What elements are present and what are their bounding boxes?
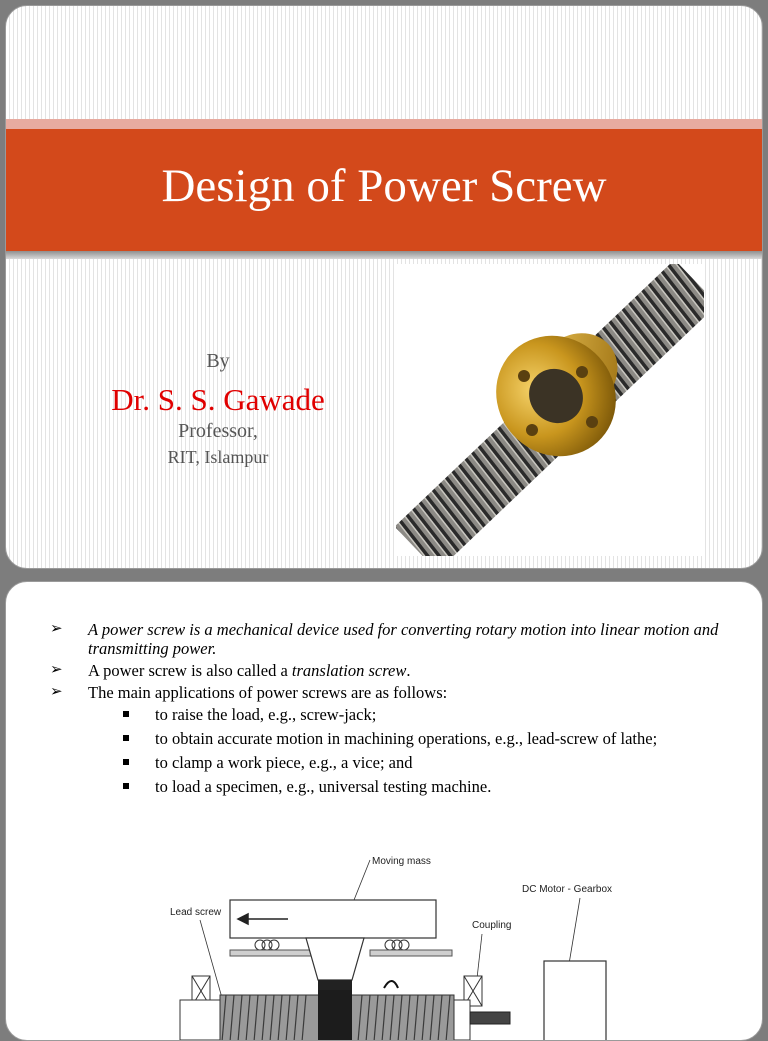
application-text: to obtain accurate motion in machining operations, e.g., lead-screw of lathe; bbox=[155, 729, 658, 748]
arrow-bullet-icon: ➢ bbox=[50, 684, 63, 700]
square-bullet-icon bbox=[123, 759, 129, 765]
accent-line bbox=[6, 119, 762, 129]
alias-term: translation screw bbox=[291, 661, 407, 680]
application-text: to load a specimen, e.g., universal testing machine. bbox=[155, 777, 492, 796]
lead-screw-diagram bbox=[156, 840, 626, 1041]
lead-screw-label: Lead screw bbox=[170, 907, 222, 918]
content-slide bbox=[5, 581, 763, 1041]
list-item bbox=[50, 661, 750, 680]
list-item bbox=[50, 620, 750, 658]
title-slide bbox=[5, 5, 763, 569]
bullet-list bbox=[50, 620, 750, 801]
square-bullet-icon bbox=[123, 735, 129, 741]
motor-label: DC Motor - Gearbox bbox=[522, 884, 613, 895]
list-item bbox=[88, 753, 750, 772]
moving-mass-label: Moving mass bbox=[372, 856, 431, 867]
power-screw-photo-icon bbox=[396, 264, 704, 556]
alias-suffix: . bbox=[406, 661, 411, 680]
list-item bbox=[88, 729, 750, 748]
list-item bbox=[50, 683, 750, 796]
motor-gearbox bbox=[544, 961, 606, 1041]
definition-text: A power screw is a mechanical device used for converting rotary motion into linear motion and transmitting power. bbox=[88, 620, 719, 658]
arrow-bullet-icon: ➢ bbox=[50, 662, 63, 678]
applications-heading: The main applications of power screws are as follows: bbox=[88, 683, 448, 702]
author-name: Dr. S. S. Gawade bbox=[111, 382, 325, 417]
slide-title: Design of Power Screw bbox=[161, 160, 607, 212]
list-item bbox=[88, 777, 750, 796]
square-bullet-icon bbox=[123, 711, 129, 717]
author-role: Professor, bbox=[178, 420, 258, 442]
by-label: By bbox=[206, 350, 230, 372]
application-text: to clamp a work piece, e.g., a vice; and bbox=[155, 753, 413, 772]
author-institute: RIT, Islampur bbox=[167, 447, 269, 467]
alias-prefix: A power screw is also called a bbox=[88, 661, 292, 680]
title-bar-shadow bbox=[6, 251, 762, 259]
applications-list bbox=[88, 705, 750, 796]
arrow-bullet-icon: ➢ bbox=[50, 621, 63, 637]
coupling-label: Coupling bbox=[472, 920, 512, 931]
application-text: to raise the load, e.g., screw-jack; bbox=[155, 705, 377, 724]
list-item bbox=[88, 705, 750, 724]
square-bullet-icon bbox=[123, 783, 129, 789]
title-bar bbox=[6, 129, 762, 251]
